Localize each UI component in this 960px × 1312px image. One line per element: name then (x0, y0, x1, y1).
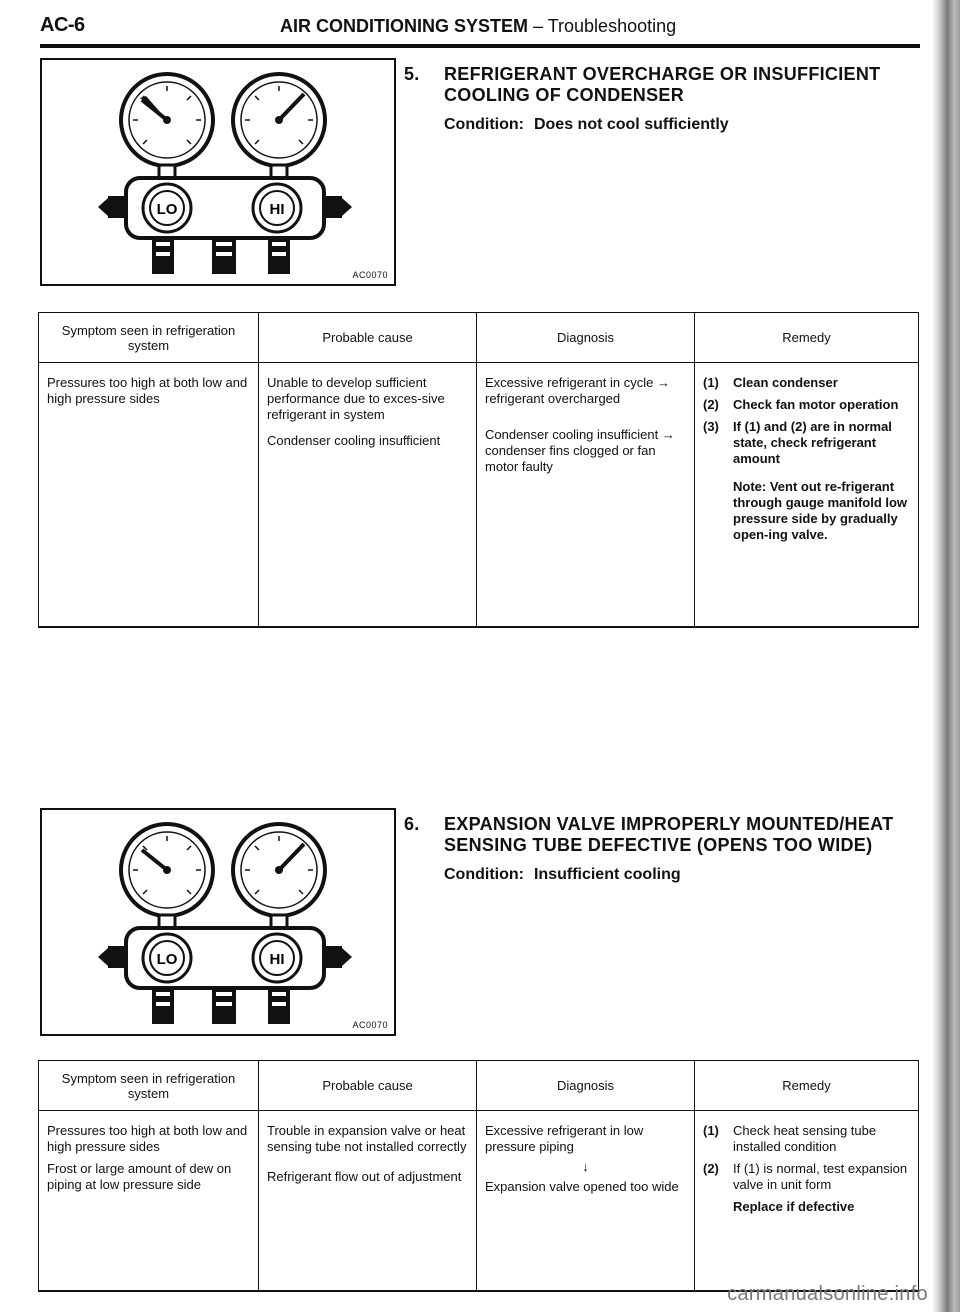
remedy-number: (2) (703, 397, 719, 412)
section-title: EXPANSION VALVE IMPROPERLY MOUNTED/HEAT SENSING TUBE DEFECTIVE (OPENS TOO WIDE) (444, 814, 894, 855)
section-number: 6. (404, 814, 420, 834)
down-arrow-icon: ↓ (582, 1159, 589, 1174)
condition-label: Condition: (444, 866, 524, 883)
remedy-text: Check fan motor operation (733, 397, 899, 412)
gauge-manifold-drawing-2 (42, 810, 394, 1034)
symptom-text: Pressures too high at both low and high pressure sides (47, 1123, 248, 1154)
remedy-extra: Replace if defective (733, 1199, 855, 1214)
remedy-note (733, 479, 910, 543)
diagnosis-cell (477, 363, 695, 627)
remedy-item (703, 419, 910, 467)
section-title: REFRIGERANT OVERCHARGE OR INSUFFICIENT COOLING OF CONDENSER (444, 64, 881, 105)
condition-value: Does not cool sufficiently (533, 116, 729, 133)
remedy-text: Check heat sensing tube installed condition (733, 1123, 877, 1154)
symptom-cell (39, 363, 259, 627)
note-text: Vent out re-frigerant through gauge manifold low pressure side by gradually open-ing valve. (733, 479, 908, 542)
troubleshooting-table-6 (38, 1060, 919, 1292)
figure-code-1: AC0070 (352, 270, 388, 280)
condition-value: Insufficient cooling (533, 866, 681, 883)
remedy-number: (2) (703, 1161, 719, 1176)
remedy-number: (1) (703, 375, 719, 390)
page-code: AC-6 (40, 14, 85, 36)
diagnosis-text: Expansion valve opened too wide (485, 1179, 679, 1194)
gauge-manifold-drawing-1 (42, 60, 394, 284)
header-diagnosis: Diagnosis (477, 313, 695, 363)
title-bold: AIR CONDITIONING SYSTEM (280, 16, 529, 36)
diagnosis-text: Condenser cooling insufficient → condenser fins clogged or fan motor faulty (485, 427, 675, 474)
remedy-item (703, 1161, 910, 1193)
header-remedy: Remedy (695, 1061, 919, 1111)
gauge-manifold-figure-2 (40, 808, 396, 1036)
hi-label-2: HI (269, 951, 285, 968)
diagnosis-cell (477, 1111, 695, 1291)
remedy-number: (1) (703, 1123, 719, 1138)
remedy-text: If (1) and (2) are in normal state, check refrigerant amount (733, 419, 892, 466)
section-6-heading (404, 814, 924, 884)
symptom-text: Frost or large amount of dew on piping at low pressure side (47, 1161, 232, 1192)
cause-cell (259, 1111, 477, 1291)
remedy-item (703, 397, 910, 413)
gauge-manifold-figure-1 (40, 58, 396, 286)
cause-text: Unable to develop sufficient performance due to exces-sive refrigerant in system (267, 375, 445, 422)
remedy-item (703, 375, 910, 391)
remedy-text: Clean condenser (733, 375, 838, 390)
remedy-text: If (1) is normal, test expansion valve in unit form (733, 1161, 908, 1192)
cause-text: Trouble in expansion valve or heat sensing tube not installed correctly (267, 1123, 467, 1154)
cause-text: Condenser cooling insufficient (267, 433, 441, 448)
header-symptom: Symptom seen in refrigeration system (39, 313, 259, 363)
cause-text: Refrigerant flow out of adjustment (267, 1169, 462, 1184)
header-cause: Probable cause (259, 1061, 477, 1111)
diagnosis-text: Excessive refrigerant in low pressure piping (485, 1123, 644, 1154)
note-label: Note: (733, 479, 767, 494)
remedy-cell (695, 363, 919, 627)
header-symptom: Symptom seen in refrigeration system (39, 1061, 259, 1111)
lo-label-2: LO (156, 951, 178, 968)
header-remedy: Remedy (695, 313, 919, 363)
page-header (40, 14, 920, 48)
watermark: carmanualsonline.info (727, 1283, 928, 1305)
section-condition (444, 116, 924, 134)
title-rest: – Troubleshooting (528, 16, 677, 36)
section-condition (444, 866, 924, 884)
troubleshooting-table-5 (38, 312, 919, 628)
header-diagnosis: Diagnosis (477, 1061, 695, 1111)
remedy-number: (3) (703, 419, 719, 434)
section-5-heading (404, 64, 924, 134)
symptom-text: Pressures too high at both low and high pressure sides (47, 375, 248, 406)
section-number: 5. (404, 64, 420, 84)
hi-label-1: HI (269, 201, 285, 218)
remedy-item (703, 1123, 910, 1155)
symptom-cell (39, 1111, 259, 1291)
diagnosis-text: Excessive refrigerant in cycle → refrigerant overcharged (485, 375, 670, 406)
lo-label-1: LO (156, 201, 178, 218)
page-title (280, 16, 676, 37)
remedy-cell (695, 1111, 919, 1291)
page-edge-shadow (932, 0, 960, 1312)
header-cause: Probable cause (259, 313, 477, 363)
figure-code-2: AC0070 (352, 1020, 388, 1030)
condition-label: Condition: (444, 116, 524, 133)
cause-cell (259, 363, 477, 627)
